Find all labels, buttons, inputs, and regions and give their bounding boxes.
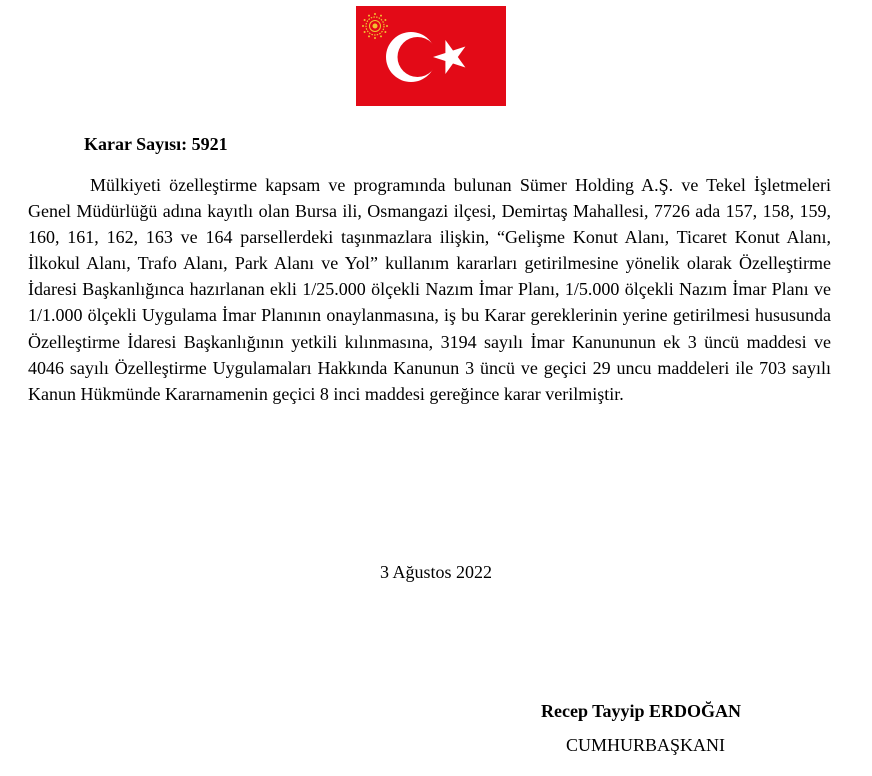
signer-name: Recep Tayyip ERDOĞAN (541, 701, 742, 721)
decision-date: 3 Ağustos 2022 (379, 562, 493, 582)
decision-body-text: Mülkiyeti özelleştirme kapsam ve programında bulunan Sümer Holding A.Ş. ve Tekel İşletmeleri Genel Müdürlüğü adına kayıtlı olan Bursa ili, Osmangazi ilçesi, Demirtaş Mahallesi, 7726 ada 157, 158, 159, 160, 161, 162, 163 ve 164 parsellerdeki taşınmazlara ilişkin, “Gelişme Konut Alanı, Ticaret Konut Alanı, İlkokul Alanı, Trafo Alanı, Park Alanı ve Yol” kullanım kararları getirilmesine yönelik olarak Özelleştirme İdaresi Başkanlığınca hazırlanan ekli 1/25.000 ölçekli Nazım İmar Planı, 1/5.000 ölçekli Nazım İmar Planı ve 1/1.000 ölçekli Uygulama İmar Planının onaylanmasına, iş bu Karar gereklerinin yerine getirilmesi hususunda Özelleştirme İdaresi Başkanlığının yetkili kılınmasına, 3194 sayılı İmar Kanununun ek 3 üncü maddesi ve 4046 sayılı Özelleştirme Uygulamaları Hakkında Kanunun 3 üncü ve geçici 29 uncu maddeleri ile 703 sayılı Kanun Hükmünde Kararnamenin geçici 8 inci maddesi gereğince karar verilmiştir. (28, 175, 831, 404)
decision-number: Karar Sayısı: 5921 (84, 134, 228, 154)
signer-title: CUMHURBAŞKANI (566, 735, 726, 755)
turkish-flag (356, 6, 506, 106)
crescent-star-icon (356, 6, 506, 106)
